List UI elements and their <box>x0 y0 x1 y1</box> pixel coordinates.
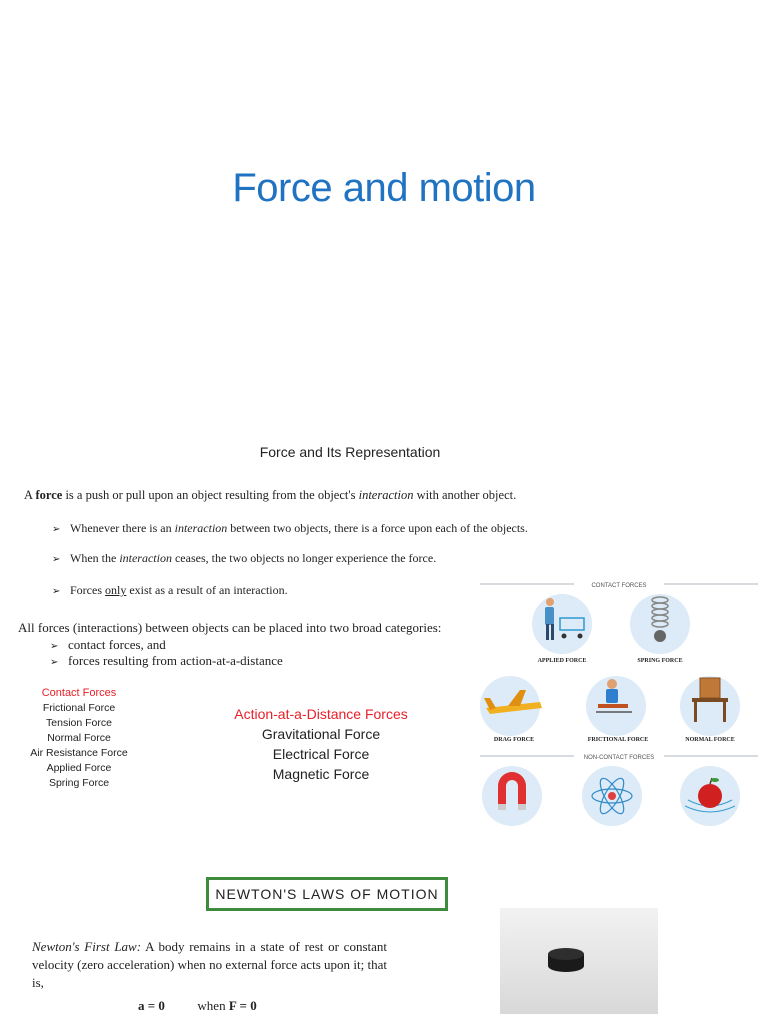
applied-force-circle <box>532 594 592 654</box>
newton-laws-heading: NEWTON'S LAWS OF MOTION <box>206 877 448 911</box>
bullet-3 <box>52 583 288 598</box>
puck-icon <box>548 948 584 972</box>
normal-force-label: NORMAL FORCE <box>685 737 735 743</box>
bullet-italic: interaction <box>119 551 172 565</box>
def-italic: interaction <box>358 488 414 502</box>
contact-force-item: Tension Force <box>46 717 112 729</box>
first-law-name: Newton's First Law: <box>32 939 142 954</box>
section-heading: Force and Its Representation <box>259 444 441 460</box>
contact-force-item: Spring Force <box>48 777 110 789</box>
category-item <box>50 637 166 653</box>
first-law-body: A body remains in a state of rest or constant velocity (zero acceleration) when no external force acts upon it; that is, <box>32 939 388 990</box>
formula-when: when <box>197 998 226 1013</box>
contact-force-item: Air Resistance Force <box>30 747 128 759</box>
def-bold: force <box>35 488 63 502</box>
formula-lhs: a = 0 <box>138 998 165 1013</box>
forces-illustration <box>480 578 758 830</box>
action-forces-list <box>218 704 424 784</box>
frictional-force-label: FRICTIONAL FORCE <box>587 737 649 743</box>
bullet-text: exist as a result of an interaction. <box>126 583 288 597</box>
spring-force-label: SPRING FORCE <box>637 658 683 664</box>
bullet-text: When the <box>70 551 120 565</box>
hockey-puck-photo <box>500 908 658 1014</box>
bullet-text: between two objects, there is a force upon each of the objects. <box>227 521 528 535</box>
contact-force-item: Frictional Force <box>42 702 116 714</box>
action-forces-heading: Action-at-a-Distance Forces <box>234 706 408 722</box>
bullet-text: ceases, the two objects no longer experience the force. <box>171 551 437 565</box>
category-text: contact forces, and <box>68 637 166 652</box>
applied-force-label: APPLIED FORCE <box>537 658 587 664</box>
contact-forces-heading: Contact Forces <box>41 687 117 699</box>
formula-rhs: F = 0 <box>228 998 257 1013</box>
arrow-bullet-icon: ➢ <box>50 657 59 668</box>
page-title: Force and motion <box>232 166 536 210</box>
noncontact-forces-label: NON-CONTACT FORCES <box>583 755 655 761</box>
bullet-text: Forces <box>70 583 105 597</box>
bullet-text: Whenever there is an <box>70 521 175 535</box>
bullet-italic: interaction <box>174 521 228 535</box>
contact-force-item: Applied Force <box>46 762 112 774</box>
first-law-text <box>32 938 387 992</box>
def-suffix: with another object. <box>413 488 517 502</box>
def-middle: is a push or pull upon an object resulting from the object's <box>62 488 359 502</box>
drag-force-label: DRAG FORCE <box>493 737 535 743</box>
bullet-2 <box>52 551 436 566</box>
contact-forces-list <box>20 686 138 791</box>
arrow-bullet-icon: ➢ <box>50 641 59 652</box>
arrow-bullet-icon: ➢ <box>52 586 61 597</box>
contact-force-item: Normal Force <box>47 732 111 744</box>
def-prefix: A <box>24 488 36 502</box>
bullet-1 <box>52 521 528 536</box>
first-law-formula <box>138 998 257 1014</box>
contact-forces-label: CONTACT FORCES <box>591 583 647 589</box>
categories-intro: All forces (interactions) between objects can be placed into two broad categories: <box>18 620 442 635</box>
category-text: forces resulting from action-at-a-distance <box>68 653 283 668</box>
action-force-item: Gravitational Force <box>261 726 381 742</box>
arrow-bullet-icon: ➢ <box>52 524 61 535</box>
arrow-bullet-icon: ➢ <box>52 554 61 565</box>
action-force-item: Electrical Force <box>272 746 370 762</box>
force-definition <box>24 488 516 503</box>
bullet-underline: only <box>105 583 127 597</box>
action-force-item: Magnetic Force <box>272 766 370 782</box>
category-item <box>50 653 283 669</box>
